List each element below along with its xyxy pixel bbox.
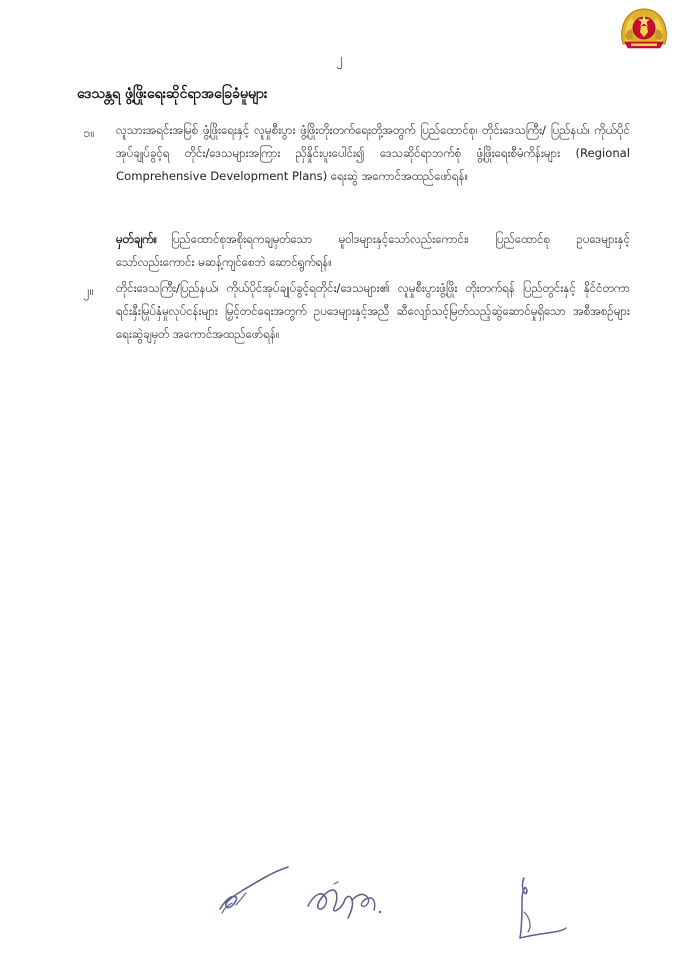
page-number: ၂ <box>336 52 343 67</box>
section-heading: ဒေသန္တရ ဖွံ့ဖြိုးရေးဆိုင်ရာအခြေခံမူများ <box>77 86 268 102</box>
item-text: လူသားအရင်းအမြစ် ဖွံ့ဖြိုးရေးနှင့် လူမှုစီးပွား ဖွံ့ဖြိုးတိုးတက်ရေးတို့အတွက် ပြည်ထောင်စု၊ တိုင်းဒေသကြီး/ ပြည်နယ်၊ ကိုယ်ပိုင်အုပ်ချုပ်ခွင့်ရ တိုင်း/ဒေသများအကြား ညှိနှိုင်းပူးပေါင်း၍ ဒေသဆိုင်ရာဘက်စုံ ဖွံ့ဖြိုးရေးစီမံကိန်းများ (Regional Comprehensive Development Plans) ရေးဆွဲ အကောင်အထည်ဖော်ရန်။ <box>116 123 630 183</box>
note-label: မှတ်ချက်။ <box>116 232 158 246</box>
item-number: ၂။ <box>83 283 93 298</box>
state-emblem-icon <box>619 6 669 50</box>
note-block <box>116 228 630 274</box>
item-number: ၁။ <box>83 125 94 140</box>
signature-2 <box>304 876 394 926</box>
item-text: တိုင်းဒေသကြီး/ပြည်နယ်၊ ကိုယ်ပိုင်အုပ်ချုပ်ခွင့်ရတိုင်း/ဒေသများ၏ လူမှုစီးပွားဖွံ့ဖြိုး တိုးတက်ရန် ပြည်တွင်းနှင့် နိုင်ငံတကာရင်းနှီးမြုပ်နှံမှုလုပ်ငန်းများ မြှင့်တင်ရေးအတွက် ဥပဒေများနှင့်အညီ ဆီလျော်သင့်မြတ်သည့်ဆွဲဆောင်မှုရှိသော အစီအစဉ်များ ရေးဆွဲချမှတ် အကောင်အထည်ဖော်ရန်။ <box>116 281 630 341</box>
signature-1 <box>212 865 292 920</box>
note-text: ပြည်ထောင်စုအစိုးရကချမှတ်သော မူဝါဒများနှင့်သော်လည်းကောင်း၊ ပြည်ထောင်စု ဥပဒေများနှင့်သော်လည်းကောင်း မဆန့်ကျင်စေဘဲ ဆောင်ရွက်ရန်။ <box>116 232 630 269</box>
signature-3 <box>510 872 570 946</box>
